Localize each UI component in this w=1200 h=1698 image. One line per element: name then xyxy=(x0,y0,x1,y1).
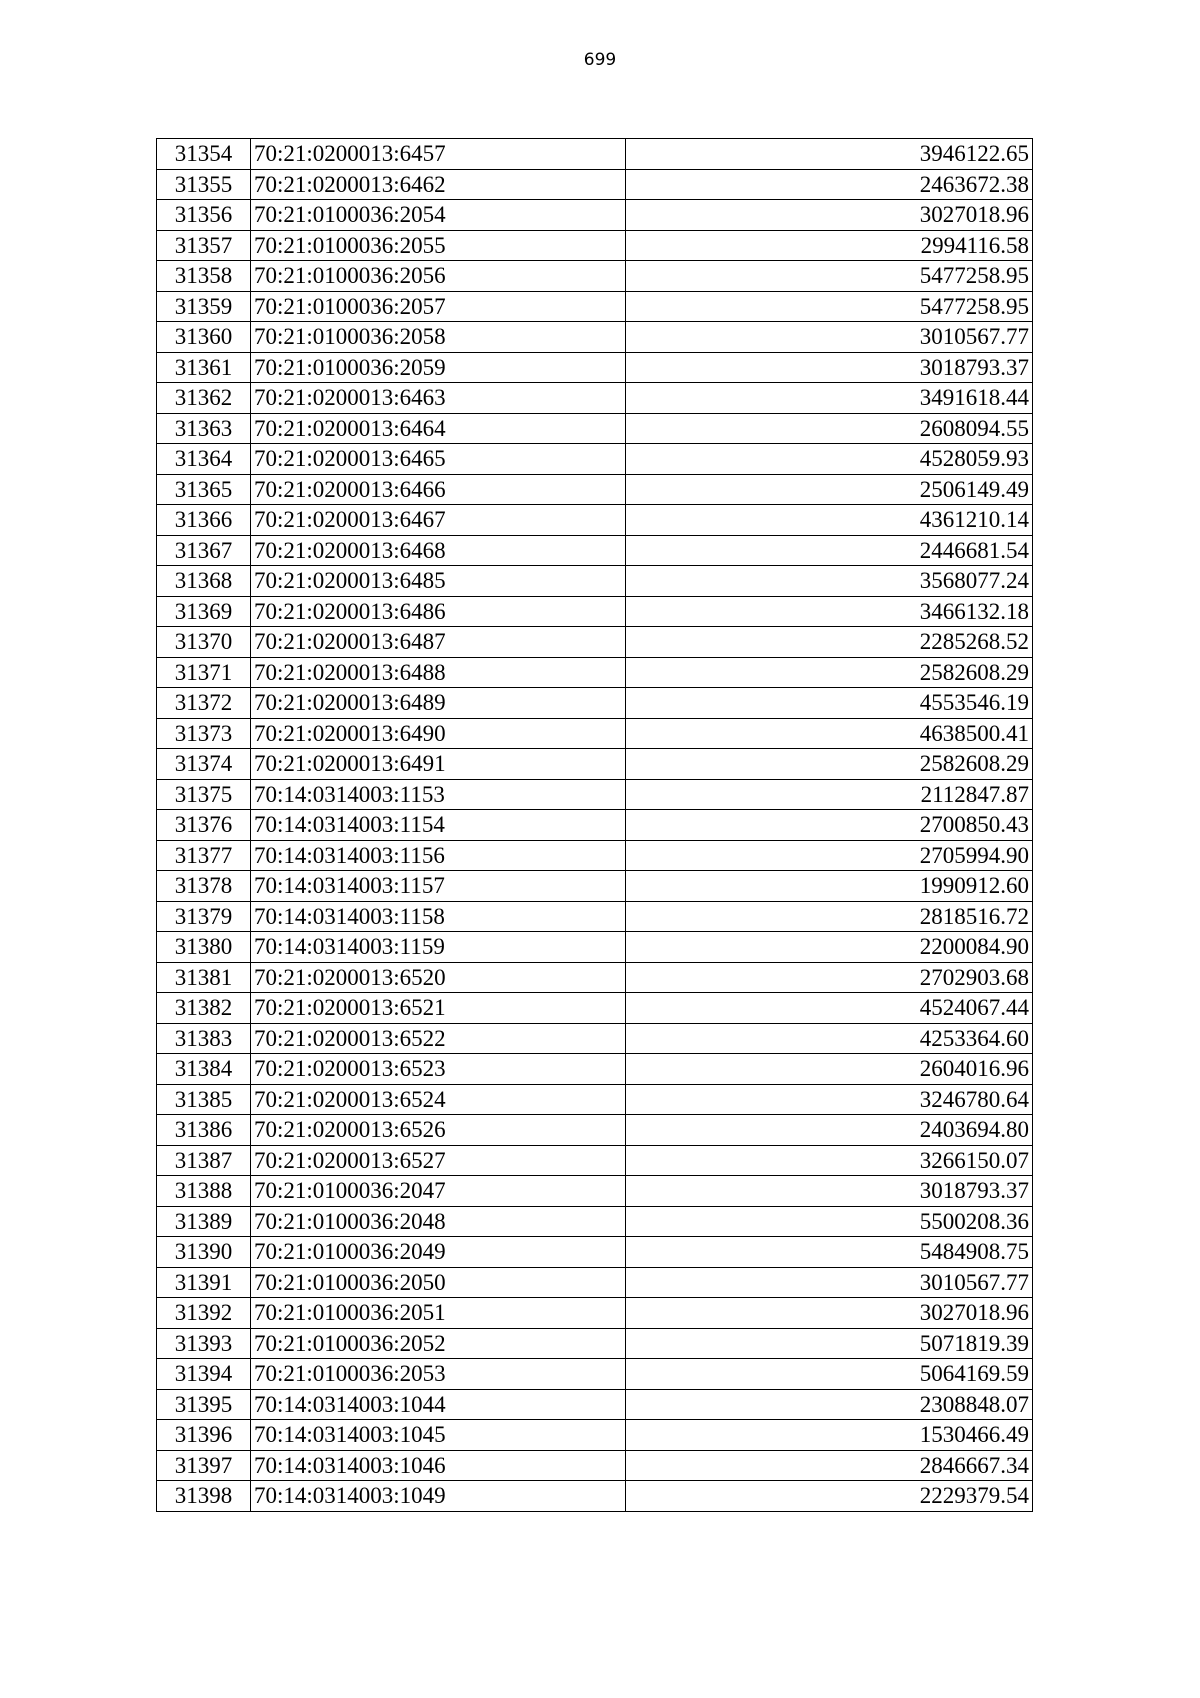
row-number-cell: 31392 xyxy=(157,1298,251,1329)
cadastral-number-cell: 70:14:0314003:1153 xyxy=(251,779,626,810)
cadastral-number-cell: 70:14:0314003:1044 xyxy=(251,1389,626,1420)
table-row xyxy=(157,1359,1033,1390)
cadastral-number-cell: 70:14:0314003:1157 xyxy=(251,871,626,902)
cadastral-value-cell: 2463672.38 xyxy=(626,169,1033,200)
row-number-cell: 31363 xyxy=(157,413,251,444)
cadastral-value-cell: 3246780.64 xyxy=(626,1084,1033,1115)
table-row xyxy=(157,840,1033,871)
table-row xyxy=(157,352,1033,383)
cadastral-number-cell: 70:21:0100036:2058 xyxy=(251,322,626,353)
cadastral-number-cell: 70:21:0200013:6522 xyxy=(251,1023,626,1054)
row-number-cell: 31382 xyxy=(157,993,251,1024)
cadastral-number-cell: 70:14:0314003:1158 xyxy=(251,901,626,932)
row-number-cell: 31397 xyxy=(157,1450,251,1481)
cadastral-value-cell: 2506149.49 xyxy=(626,474,1033,505)
table-row xyxy=(157,444,1033,475)
table-row xyxy=(157,1115,1033,1146)
table-row xyxy=(157,596,1033,627)
row-number-cell: 31356 xyxy=(157,200,251,231)
table-row xyxy=(157,139,1033,170)
row-number-cell: 31357 xyxy=(157,230,251,261)
row-number-cell: 31396 xyxy=(157,1420,251,1451)
cadastral-value-cell: 3018793.37 xyxy=(626,352,1033,383)
cadastral-number-cell: 70:21:0100036:2057 xyxy=(251,291,626,322)
row-number-cell: 31390 xyxy=(157,1237,251,1268)
cadastral-number-cell: 70:21:0100036:2059 xyxy=(251,352,626,383)
table-row xyxy=(157,871,1033,902)
cadastral-value-cell: 1530466.49 xyxy=(626,1420,1033,1451)
cadastral-number-cell: 70:21:0200013:6521 xyxy=(251,993,626,1024)
table-row xyxy=(157,1145,1033,1176)
cadastral-number-cell: 70:21:0100036:2048 xyxy=(251,1206,626,1237)
cadastral-number-cell: 70:21:0200013:6489 xyxy=(251,688,626,719)
row-number-cell: 31376 xyxy=(157,810,251,841)
cadastral-value-cell: 2200084.90 xyxy=(626,932,1033,963)
row-number-cell: 31354 xyxy=(157,139,251,170)
cadastral-value-cell: 2846667.34 xyxy=(626,1450,1033,1481)
row-number-cell: 31358 xyxy=(157,261,251,292)
cadastral-number-cell: 70:21:0200013:6466 xyxy=(251,474,626,505)
row-number-cell: 31395 xyxy=(157,1389,251,1420)
cadastral-value-cell: 2604016.96 xyxy=(626,1054,1033,1085)
cadastral-value-cell: 5484908.75 xyxy=(626,1237,1033,1268)
cadastral-value-cell: 2285268.52 xyxy=(626,627,1033,658)
cadastral-value-cell: 4638500.41 xyxy=(626,718,1033,749)
cadastral-number-cell: 70:21:0200013:6527 xyxy=(251,1145,626,1176)
row-number-cell: 31355 xyxy=(157,169,251,200)
cadastral-number-cell: 70:21:0200013:6462 xyxy=(251,169,626,200)
cadastral-number-cell: 70:21:0200013:6467 xyxy=(251,505,626,536)
cadastral-value-cell: 4528059.93 xyxy=(626,444,1033,475)
cadastral-number-cell: 70:21:0200013:6524 xyxy=(251,1084,626,1115)
cadastral-value-cell: 2608094.55 xyxy=(626,413,1033,444)
cadastral-number-cell: 70:14:0314003:1154 xyxy=(251,810,626,841)
table-row xyxy=(157,1084,1033,1115)
cadastral-value-cell: 4361210.14 xyxy=(626,505,1033,536)
cadastral-value-cell: 5477258.95 xyxy=(626,291,1033,322)
row-number-cell: 31364 xyxy=(157,444,251,475)
cadastral-value-cell: 2582608.29 xyxy=(626,657,1033,688)
cadastral-value-cell: 1990912.60 xyxy=(626,871,1033,902)
cadastral-value-cell: 5071819.39 xyxy=(626,1328,1033,1359)
table-row xyxy=(157,810,1033,841)
cadastral-number-cell: 70:21:0100036:2047 xyxy=(251,1176,626,1207)
cadastral-value-cell: 3568077.24 xyxy=(626,566,1033,597)
cadastral-number-cell: 70:21:0100036:2049 xyxy=(251,1237,626,1268)
cadastral-value-cell: 4524067.44 xyxy=(626,993,1033,1024)
table-row xyxy=(157,1420,1033,1451)
table-row xyxy=(157,657,1033,688)
cadastral-value-cell: 3027018.96 xyxy=(626,200,1033,231)
row-number-cell: 31366 xyxy=(157,505,251,536)
row-number-cell: 31369 xyxy=(157,596,251,627)
table-row xyxy=(157,749,1033,780)
cadastral-value-cell: 3010567.77 xyxy=(626,322,1033,353)
row-number-cell: 31388 xyxy=(157,1176,251,1207)
table-row xyxy=(157,901,1033,932)
cadastral-number-cell: 70:14:0314003:1045 xyxy=(251,1420,626,1451)
table-row xyxy=(157,505,1033,536)
table-body xyxy=(157,139,1033,1512)
cadastral-value-cell: 3946122.65 xyxy=(626,139,1033,170)
cadastral-value-cell: 2994116.58 xyxy=(626,230,1033,261)
cadastral-value-cell: 2112847.87 xyxy=(626,779,1033,810)
table-row xyxy=(157,1389,1033,1420)
cadastral-number-cell: 70:21:0200013:6465 xyxy=(251,444,626,475)
row-number-cell: 31383 xyxy=(157,1023,251,1054)
cadastral-number-cell: 70:21:0200013:6468 xyxy=(251,535,626,566)
cadastral-number-cell: 70:21:0200013:6457 xyxy=(251,139,626,170)
cadastral-number-cell: 70:21:0200013:6520 xyxy=(251,962,626,993)
table-row xyxy=(157,1267,1033,1298)
row-number-cell: 31365 xyxy=(157,474,251,505)
row-number-cell: 31389 xyxy=(157,1206,251,1237)
cadastral-value-cell: 2705994.90 xyxy=(626,840,1033,871)
row-number-cell: 31387 xyxy=(157,1145,251,1176)
cadastral-number-cell: 70:21:0100036:2054 xyxy=(251,200,626,231)
table-row xyxy=(157,1206,1033,1237)
table-row xyxy=(157,383,1033,414)
row-number-cell: 31367 xyxy=(157,535,251,566)
cadastral-number-cell: 70:21:0100036:2050 xyxy=(251,1267,626,1298)
cadastral-value-cell: 2818516.72 xyxy=(626,901,1033,932)
cadastral-value-cell: 2308848.07 xyxy=(626,1389,1033,1420)
table-row xyxy=(157,993,1033,1024)
cadastral-number-cell: 70:21:0100036:2052 xyxy=(251,1328,626,1359)
cadastral-number-cell: 70:14:0314003:1046 xyxy=(251,1450,626,1481)
cadastral-value-cell: 2582608.29 xyxy=(626,749,1033,780)
row-number-cell: 31391 xyxy=(157,1267,251,1298)
cadastral-value-cell: 3266150.07 xyxy=(626,1145,1033,1176)
cadastral-value-cell: 4553546.19 xyxy=(626,688,1033,719)
cadastral-value-cell: 3466132.18 xyxy=(626,596,1033,627)
table-row xyxy=(157,413,1033,444)
row-number-cell: 31378 xyxy=(157,871,251,902)
cadastral-number-cell: 70:21:0200013:6486 xyxy=(251,596,626,627)
row-number-cell: 31374 xyxy=(157,749,251,780)
cadastral-number-cell: 70:21:0200013:6523 xyxy=(251,1054,626,1085)
row-number-cell: 31375 xyxy=(157,779,251,810)
table-row xyxy=(157,535,1033,566)
cadastral-value-cell: 5064169.59 xyxy=(626,1359,1033,1390)
row-number-cell: 31370 xyxy=(157,627,251,658)
cadastral-number-cell: 70:21:0200013:6488 xyxy=(251,657,626,688)
cadastral-value-cell: 2446681.54 xyxy=(626,535,1033,566)
cadastral-value-cell: 2702903.68 xyxy=(626,962,1033,993)
row-number-cell: 31393 xyxy=(157,1328,251,1359)
cadastral-value-cell: 2229379.54 xyxy=(626,1481,1033,1512)
cadastral-number-cell: 70:14:0314003:1049 xyxy=(251,1481,626,1512)
cadastral-value-table xyxy=(156,138,1033,1512)
cadastral-number-cell: 70:21:0200013:6487 xyxy=(251,627,626,658)
cadastral-value-cell: 3027018.96 xyxy=(626,1298,1033,1329)
table-row xyxy=(157,688,1033,719)
table-row xyxy=(157,322,1033,353)
cadastral-number-cell: 70:14:0314003:1159 xyxy=(251,932,626,963)
table-row xyxy=(157,169,1033,200)
table-row xyxy=(157,962,1033,993)
cadastral-value-cell: 3491618.44 xyxy=(626,383,1033,414)
table-row xyxy=(157,1328,1033,1359)
cadastral-number-cell: 70:21:0200013:6491 xyxy=(251,749,626,780)
row-number-cell: 31381 xyxy=(157,962,251,993)
row-number-cell: 31373 xyxy=(157,718,251,749)
cadastral-number-cell: 70:14:0314003:1156 xyxy=(251,840,626,871)
cadastral-number-cell: 70:21:0200013:6464 xyxy=(251,413,626,444)
table-row xyxy=(157,1023,1033,1054)
table-row xyxy=(157,932,1033,963)
cadastral-number-cell: 70:21:0100036:2055 xyxy=(251,230,626,261)
cadastral-value-cell: 3018793.37 xyxy=(626,1176,1033,1207)
table-row xyxy=(157,718,1033,749)
table-row xyxy=(157,627,1033,658)
table-row xyxy=(157,1450,1033,1481)
table-row xyxy=(157,261,1033,292)
table-row xyxy=(157,779,1033,810)
cadastral-number-cell: 70:21:0100036:2056 xyxy=(251,261,626,292)
cadastral-value-cell: 4253364.60 xyxy=(626,1023,1033,1054)
table-row xyxy=(157,1054,1033,1085)
cadastral-number-cell: 70:21:0200013:6485 xyxy=(251,566,626,597)
cadastral-value-cell: 5500208.36 xyxy=(626,1206,1033,1237)
row-number-cell: 31385 xyxy=(157,1084,251,1115)
cadastral-number-cell: 70:21:0100036:2053 xyxy=(251,1359,626,1390)
cadastral-value-cell: 5477258.95 xyxy=(626,261,1033,292)
row-number-cell: 31386 xyxy=(157,1115,251,1146)
cadastral-value-cell: 2700850.43 xyxy=(626,810,1033,841)
row-number-cell: 31372 xyxy=(157,688,251,719)
page-number: 699 xyxy=(583,50,617,70)
row-number-cell: 31380 xyxy=(157,932,251,963)
cadastral-value-cell: 3010567.77 xyxy=(626,1267,1033,1298)
table-row xyxy=(157,1298,1033,1329)
table-row xyxy=(157,474,1033,505)
table-row xyxy=(157,566,1033,597)
table-row xyxy=(157,1481,1033,1512)
cadastral-value-cell: 2403694.80 xyxy=(626,1115,1033,1146)
row-number-cell: 31360 xyxy=(157,322,251,353)
row-number-cell: 31394 xyxy=(157,1359,251,1390)
table-row xyxy=(157,1237,1033,1268)
row-number-cell: 31377 xyxy=(157,840,251,871)
table-row xyxy=(157,200,1033,231)
table-row xyxy=(157,230,1033,261)
row-number-cell: 31379 xyxy=(157,901,251,932)
row-number-cell: 31359 xyxy=(157,291,251,322)
cadastral-number-cell: 70:21:0100036:2051 xyxy=(251,1298,626,1329)
table-row xyxy=(157,291,1033,322)
table-row xyxy=(157,1176,1033,1207)
row-number-cell: 31371 xyxy=(157,657,251,688)
row-number-cell: 31362 xyxy=(157,383,251,414)
row-number-cell: 31368 xyxy=(157,566,251,597)
row-number-cell: 31361 xyxy=(157,352,251,383)
cadastral-number-cell: 70:21:0200013:6526 xyxy=(251,1115,626,1146)
cadastral-number-cell: 70:21:0200013:6490 xyxy=(251,718,626,749)
cadastral-number-cell: 70:21:0200013:6463 xyxy=(251,383,626,414)
row-number-cell: 31384 xyxy=(157,1054,251,1085)
row-number-cell: 31398 xyxy=(157,1481,251,1512)
